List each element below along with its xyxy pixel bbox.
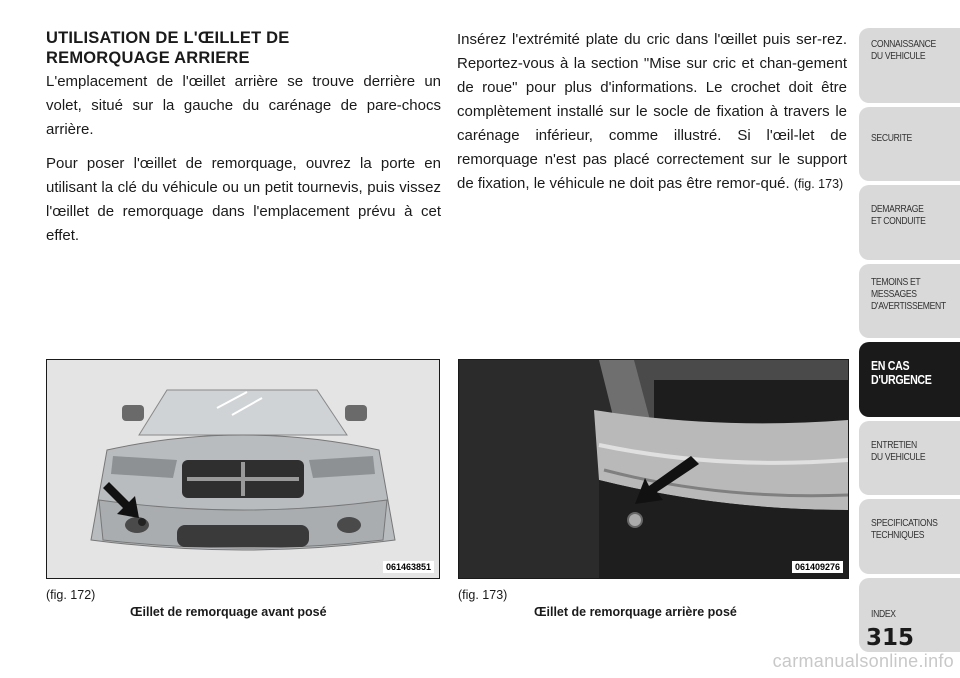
paragraph-location: L'emplacement de l'œillet arrière se trouve derrière un volet, situé sur la gauche du carénage de pare-chocs arrière. [46, 73, 441, 138]
figure-number: (fig. 172) [46, 588, 96, 602]
rear-vehicle-illustration [459, 360, 848, 578]
tab-specifications-techniques[interactable] [859, 499, 960, 574]
paragraph-jack-instructions [457, 28, 847, 196]
left-column [46, 28, 441, 258]
tab-label: SECURITE [871, 131, 912, 144]
tab-demarrage-et-conduite[interactable] [859, 185, 960, 260]
figure-reference: (fig. 173) [793, 177, 844, 191]
tab-label: EN CAS D'URGENCE [871, 358, 932, 387]
right-column [457, 28, 847, 206]
figure-number: (fig. 173) [458, 588, 508, 602]
figure-caption: Œillet de remorquage arrière posé [534, 605, 737, 619]
page-number: 315 [866, 625, 915, 651]
tab-entretien-du-vehicule[interactable] [859, 421, 960, 496]
tab-en-cas-d-urgence[interactable] [859, 342, 960, 417]
tab-securite[interactable] [859, 107, 960, 182]
paragraph-installation: Pour poser l'œillet de remorquage, ouvrez la porte en utilisant la clé du véhicule ou un petit tournevis, puis vissez l'œillet de remorquage dans l'emplacement prévu à cet effet. [46, 155, 441, 244]
section-heading-line2: REMORQUAGE ARRIERE [46, 49, 250, 67]
tab-label: SPECIFICATIONS TECHNIQUES [871, 517, 938, 541]
paragraph-jack-text: Insérez l'extrémité plate du cric dans l'œillet puis ser-rez. Reportez-vous à la section "Mise sur cric et chan-gement de roue" pour plus d'informations. Le crochet doit être complètement installé sur le socle de fixation à travers le carénage inférieur, comme illustré. Si l'œil-let de remorquage n'est pas placé correctement sur le support de fixation, le véhicule ne doit pas être remor-qué. [457, 31, 847, 192]
tab-label: TEMOINS ET MESSAGES D'AVERTISSEMENT [871, 275, 946, 312]
figure-code: 061409276 [792, 561, 843, 573]
watermark: carmanualsonline.info [772, 651, 954, 671]
section-heading-line1: UTILISATION DE L'ŒILLET DE [46, 29, 290, 47]
figure-caption: Œillet de remorquage avant posé [130, 605, 327, 619]
tab-label: CONNAISSANCE DU VEHICULE [871, 38, 936, 62]
figure-rear-tow-eye [458, 359, 849, 579]
figure-code: 061463851 [383, 561, 434, 573]
front-vehicle-illustration [47, 360, 439, 578]
tab-label: INDEX [871, 607, 896, 620]
tab-label: DEMARRAGE ET CONDUITE [871, 203, 926, 227]
tab-temoins-et-messages[interactable] [859, 264, 960, 339]
tab-label: ENTRETIEN DU VEHICULE [871, 438, 926, 463]
tab-connaissance-du-vehicule[interactable] [859, 28, 960, 103]
figure-front-tow-eye [46, 359, 440, 579]
section-heading [46, 28, 441, 68]
chapter-tabs [859, 28, 960, 656]
